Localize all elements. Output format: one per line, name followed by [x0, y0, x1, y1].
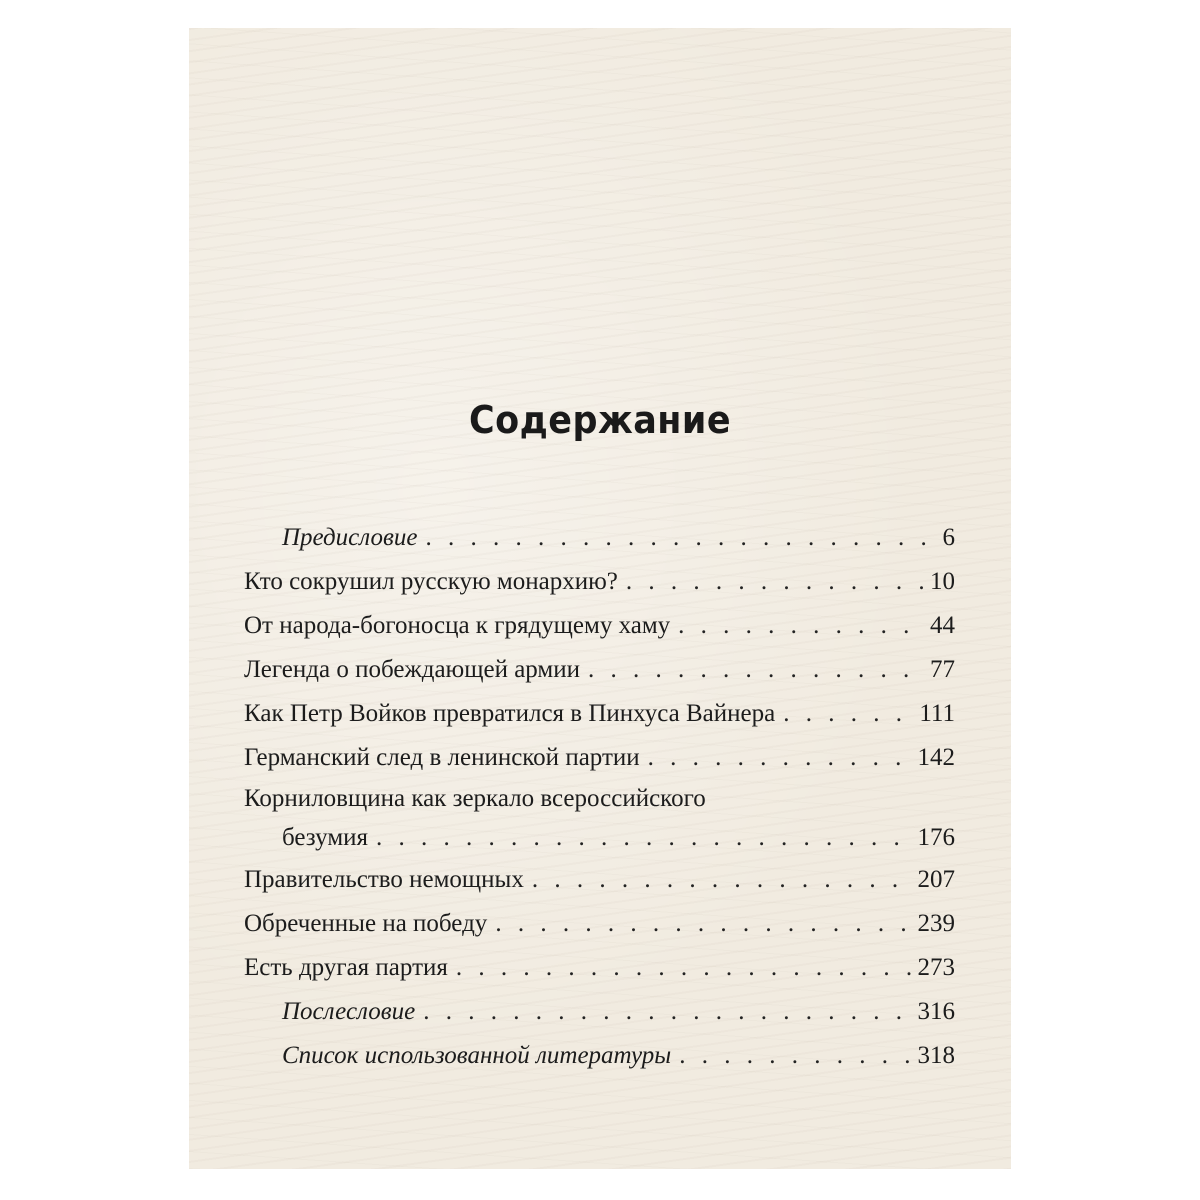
toc-entry-page: 111	[919, 700, 955, 727]
dot-leader	[580, 648, 924, 692]
toc-entry-label: Есть другая партия	[244, 954, 448, 981]
toc-entry-label: Послесловие	[282, 998, 416, 1025]
toc-entry-chapter-4[interactable]	[244, 692, 955, 736]
toc-entry-label: Список использованной литературы	[282, 1042, 672, 1069]
toc-entry-label: Обреченные на победу	[244, 910, 488, 937]
book-page	[189, 28, 1011, 1169]
toc-entry-page: 10	[930, 568, 955, 595]
table-of-contents	[244, 516, 955, 1078]
toc-entry-label: Легенда о побеждающей армии	[244, 656, 580, 683]
toc-entry-chapter-8[interactable]	[244, 902, 955, 946]
toc-entry-label-line-1: Корниловщина как зеркало всероссийского	[244, 785, 706, 812]
toc-entry-label: Правительство немощных	[244, 866, 524, 893]
toc-entry-page: 142	[917, 744, 955, 771]
dot-leader	[368, 818, 911, 858]
toc-entry-page: 239	[917, 910, 955, 937]
dot-leader	[671, 1034, 911, 1078]
toc-entry-label: Как Петр Войков превратился в Пинхуса Вайнера	[244, 700, 776, 727]
toc-entry-page: 318	[917, 1042, 955, 1069]
toc-entry-page: 6	[942, 524, 955, 551]
toc-entry-chapter-9[interactable]	[244, 946, 955, 990]
toc-entry-chapter-7[interactable]	[244, 858, 955, 902]
dot-leader	[417, 516, 936, 560]
toc-entry-page: 77	[930, 656, 955, 683]
toc-entry-chapter-3[interactable]	[244, 648, 955, 692]
toc-entry-foreword[interactable]	[244, 516, 955, 560]
dot-leader	[775, 692, 913, 736]
toc-entry-label-line-2: безумия	[282, 824, 369, 851]
dot-leader	[524, 858, 912, 902]
toc-entry-label: Германский след в ленинской партии	[244, 744, 640, 771]
dot-leader	[618, 560, 924, 604]
toc-entry-chapter-1[interactable]	[244, 560, 955, 604]
toc-entry-chapter-5[interactable]	[244, 736, 955, 780]
dot-leader	[640, 736, 912, 780]
toc-entry-bibliography[interactable]	[244, 1034, 955, 1078]
dot-leader	[448, 946, 912, 990]
toc-entry-page: 207	[917, 866, 955, 893]
page-title: Содержание	[469, 398, 731, 442]
toc-entry-label: От народа-богоносца к грядущему хаму	[244, 612, 671, 639]
toc-entry-page: 316	[917, 998, 955, 1025]
dot-leader	[415, 990, 911, 1034]
toc-entry-page: 176	[917, 824, 955, 851]
dot-leader	[670, 604, 924, 648]
dot-leader	[487, 902, 911, 946]
toc-entry-page: 44	[930, 612, 955, 639]
toc-entry-afterword[interactable]	[244, 990, 955, 1034]
toc-entry-chapter-2[interactable]	[244, 604, 955, 648]
toc-entry-page: 273	[917, 954, 955, 981]
toc-entry-label: Предисловие	[282, 524, 418, 551]
toc-entry-label: Кто сокрушил русскую монархию?	[244, 568, 618, 595]
toc-entry-chapter-6[interactable]	[244, 780, 955, 858]
